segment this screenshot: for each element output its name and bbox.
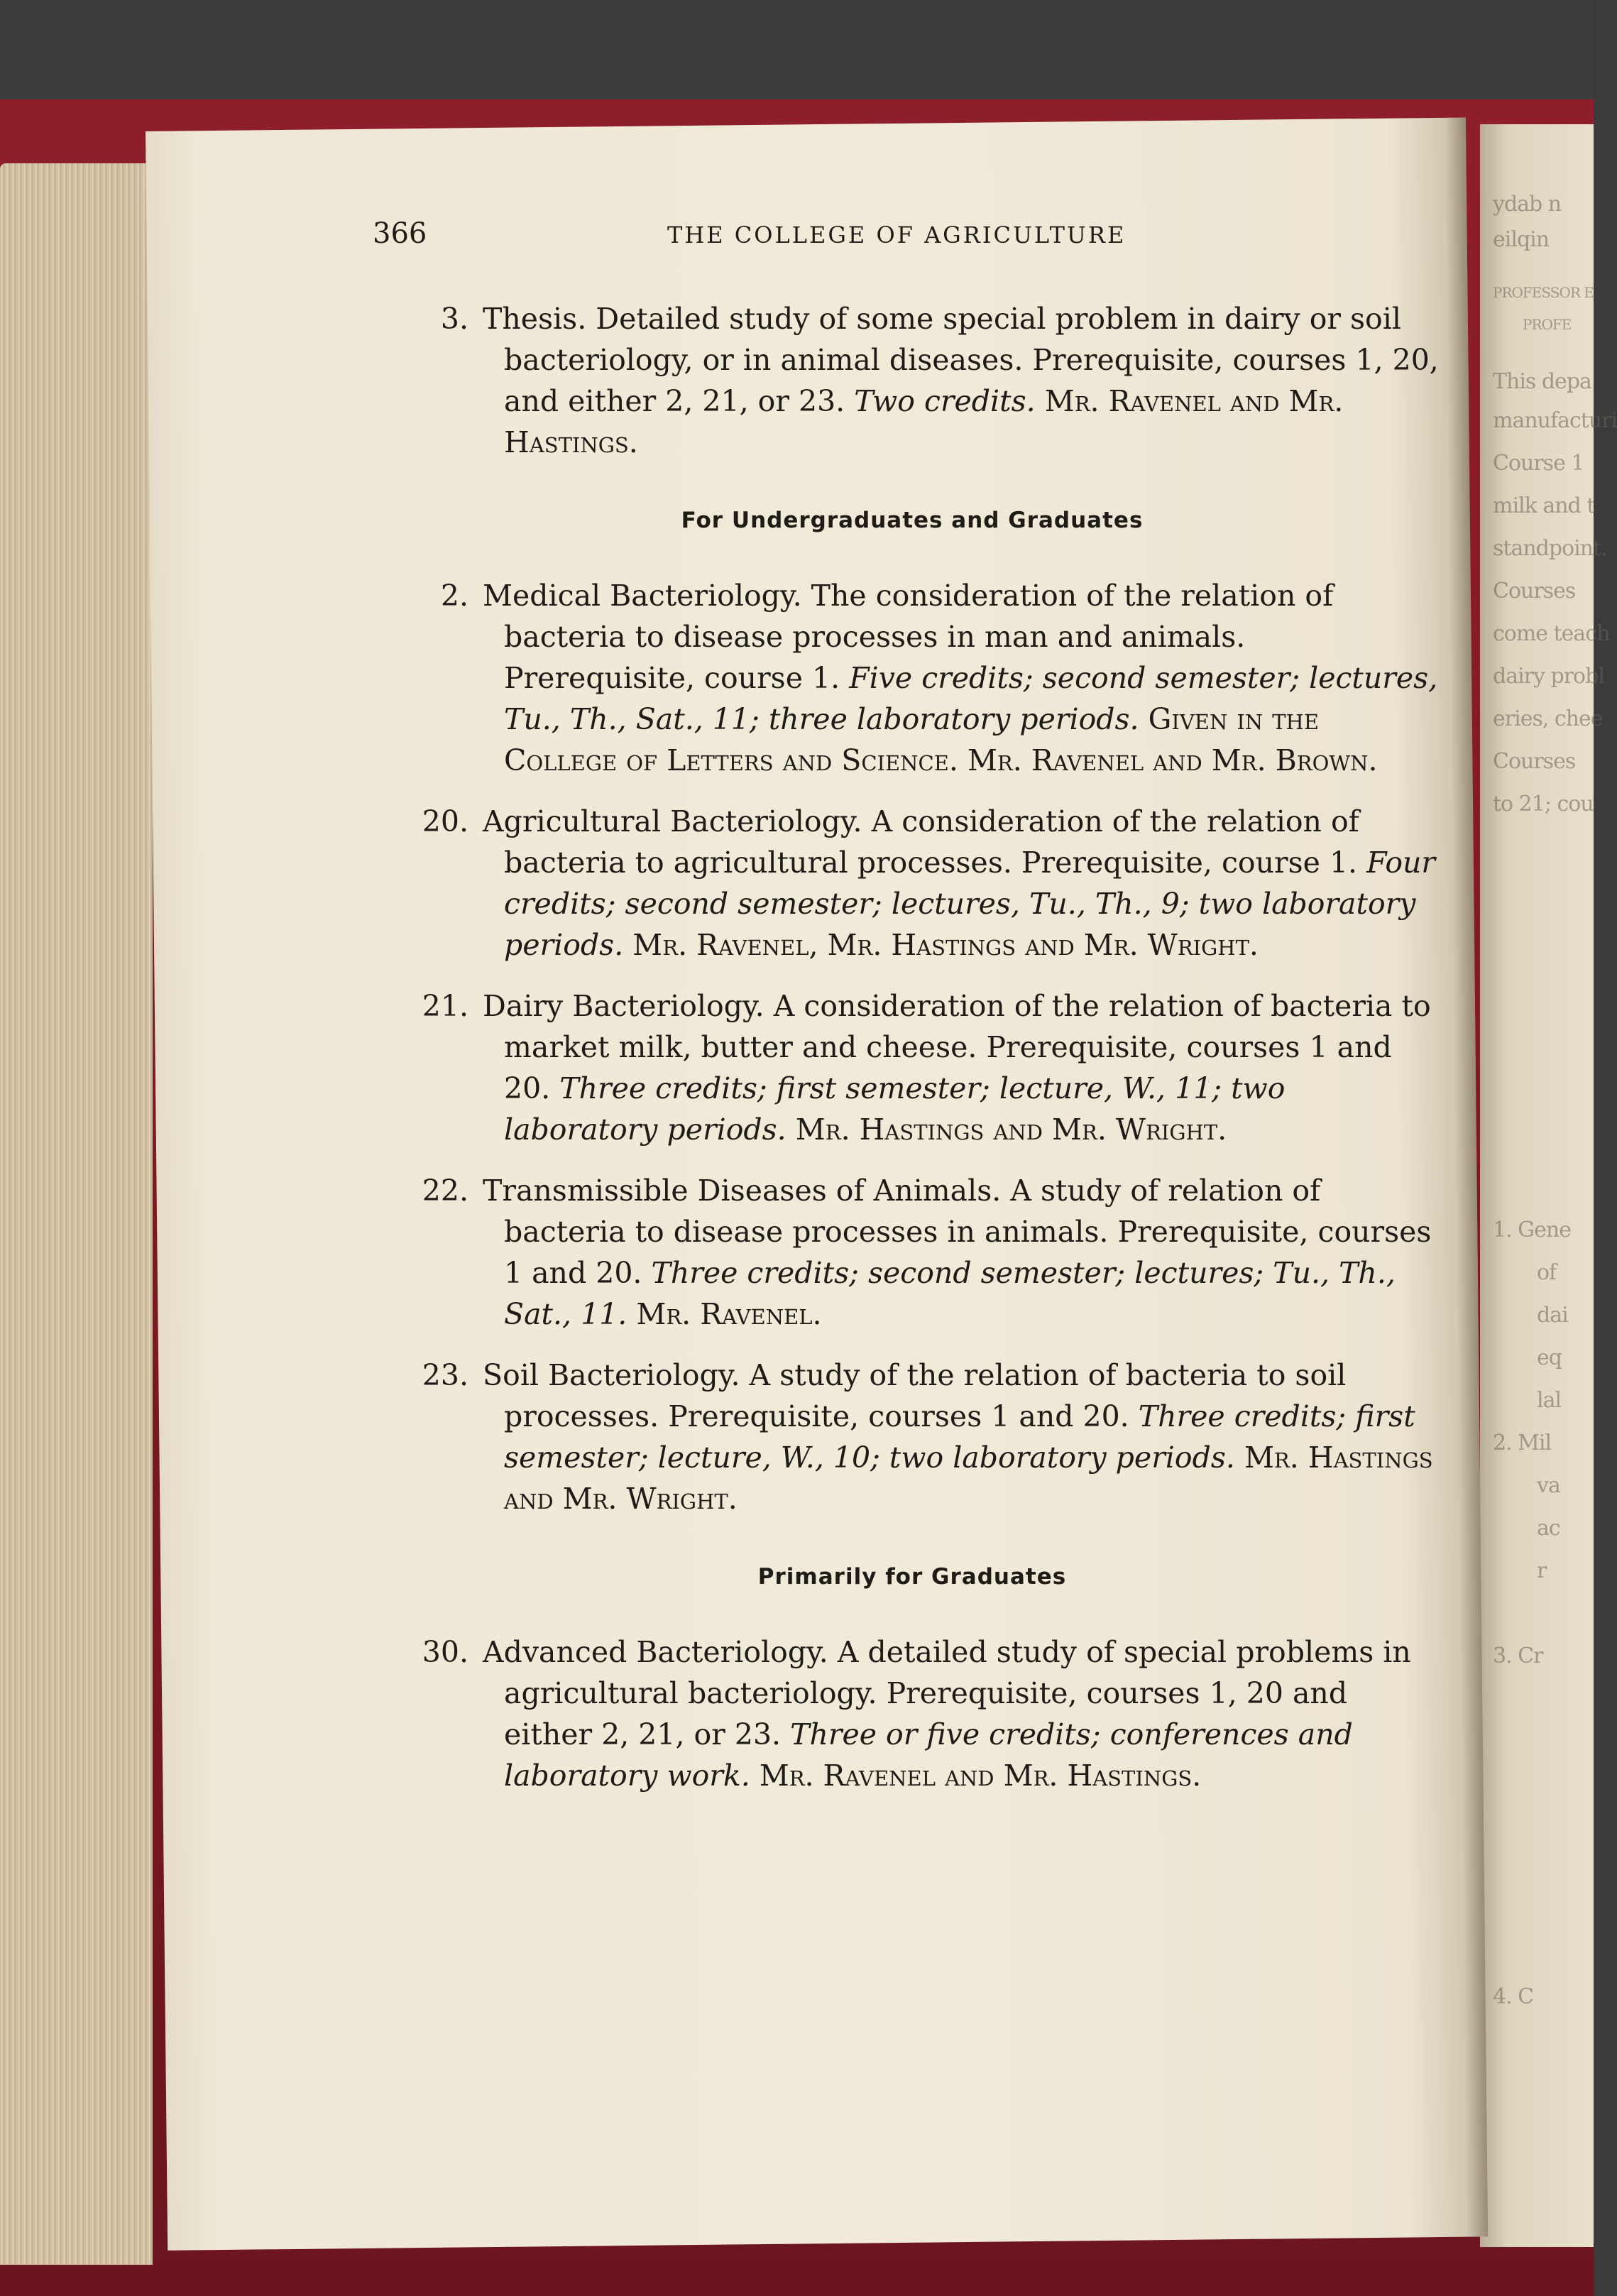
course-instructors: Mr. Ravenel and Mr. Hastings. (504, 384, 1344, 459)
course-text (483, 298, 1441, 463)
facing-page-fragment: ac (1537, 1516, 1560, 1541)
course-title: Soil Bacteriology. (483, 1358, 740, 1392)
course-title: Dairy Bacteriology. (483, 989, 764, 1023)
facing-page-fragment: lal (1537, 1388, 1562, 1413)
course-credits: Three credits; first semester; lecture, W., 11; two laboratory periods. (504, 1071, 1286, 1147)
facing-page-fragment: 4. C (1493, 1984, 1534, 2009)
course-instructors: Mr. Ravenel, Mr. Hastings and Mr. Wright. (632, 928, 1259, 962)
facing-page-fragment: PROFESSOR E (1493, 284, 1594, 301)
course-title: Medical Bacteriology. (483, 579, 802, 613)
facing-page-fragment: milk and t (1493, 493, 1595, 518)
facing-page-fragment: eries, chee (1493, 706, 1603, 731)
facing-page-fragment: of (1537, 1260, 1557, 1285)
course-credits: Five credits; second semester; lectures, Tu., Th., Sat., 11; three laboratory periods. (504, 661, 1438, 736)
facing-page-fragment: 2. Mil (1493, 1431, 1552, 1455)
section-heading: Primarily for Graduates (757, 1564, 1067, 1590)
running-head (241, 213, 1441, 256)
course-description: A study of the relation of bacteria to soil processes. Prerequisite, courses 1 and 20. (504, 1358, 1347, 1433)
facing-page-fragment: Courses (1493, 579, 1576, 603)
course-entry (241, 575, 1441, 781)
facing-page-fragment: eq (1537, 1345, 1562, 1370)
course-instructors: Mr. Hastings and Mr. Wright. (795, 1113, 1227, 1147)
course-number: 30. (422, 1635, 468, 1669)
facing-page-fragment: to 21; cou (1493, 792, 1594, 816)
course-title: Thesis. (483, 302, 587, 336)
course-number: 23. (422, 1358, 468, 1392)
course-text (483, 801, 1441, 966)
facing-page-fragment: ydab n (1493, 192, 1562, 217)
facing-page-fragment: dai (1537, 1303, 1568, 1328)
course-number: 2. (440, 579, 468, 613)
course-entry (241, 1170, 1441, 1335)
facing-page-fragment: manufacturi (1493, 408, 1617, 433)
course-entry (241, 298, 1441, 463)
course-credits: Three credits; first semester; lecture, W., 10; two laboratory periods. (504, 1399, 1415, 1475)
running-title: THE COLLEGE OF AGRICULTURE (667, 222, 1127, 248)
facing-page-fragment: come teach (1493, 621, 1610, 646)
course-credits: Four credits; second semester; lectures, Tu., Th., 9; two laboratory periods. (504, 846, 1436, 962)
facing-page-fragment: Course 1 (1493, 451, 1584, 476)
facing-page-fragment: 3. Cr (1493, 1644, 1543, 1668)
facing-page-fragment: PROFE (1523, 316, 1572, 333)
facing-page-fragment: Courses (1493, 749, 1576, 774)
course-text (483, 575, 1441, 781)
course-instructors: Given in the College of Letters and Science. Mr. Ravenel and Mr. Brown. (504, 702, 1378, 777)
page-content (241, 213, 1441, 1816)
course-title: Agricultural Bacteriology. (483, 804, 862, 838)
facing-page-fragment: standpoint. (1493, 536, 1607, 561)
course-entry (241, 985, 1441, 1150)
page-number: 366 (373, 217, 427, 250)
course-entry (241, 1355, 1441, 1519)
course-credits: Two credits. (854, 384, 1036, 418)
facing-page-fragment: r (1537, 1558, 1547, 1583)
course-text (483, 985, 1441, 1150)
course-instructors: Mr. Hastings and Mr. Wright. (504, 1441, 1433, 1516)
section-heading: For Undergraduates and Graduates (681, 508, 1144, 533)
course-text (483, 1170, 1441, 1335)
course-description: A study of relation of bacteria to disease processes in animals. Prerequisite, courses 1 and 20. (504, 1174, 1432, 1290)
course-instructors: Mr. Ravenel. (636, 1297, 822, 1331)
background (0, 0, 1594, 106)
course-description: A consideration of the relation of bacteria to market milk, butter and cheese. Prerequisite, courses 1 and 20. (504, 989, 1431, 1105)
course-number: 3. (440, 302, 468, 336)
course-description: The consideration of the relation of bacteria to disease processes in man and animals. Prerequisite, course 1. (504, 579, 1334, 695)
course-number: 20. (422, 804, 468, 838)
facing-page-fragment: This depa (1493, 369, 1591, 394)
course-number: 21. (422, 989, 468, 1023)
facing-page (1480, 124, 1617, 2247)
facing-page-fragment: 1. Gene (1493, 1218, 1571, 1242)
course-credits: Three credits; second semester; lectures; Tu., Th., Sat., 11. (504, 1256, 1396, 1331)
facing-page-fragment: dairy probl (1493, 664, 1604, 689)
course-description: A detailed study of special problems in agricultural bacteriology. Prerequisite, courses 1, 20 and either 2, 21, or 23. (504, 1635, 1411, 1751)
facing-page-fragment: va (1537, 1473, 1560, 1498)
course-credits: Three or five credits; conferences and laboratory work. (504, 1717, 1353, 1793)
page-edges (0, 163, 153, 2265)
course-number: 22. (422, 1174, 468, 1208)
facing-page-fragment: eilqin (1493, 227, 1550, 252)
course-entry (241, 1631, 1441, 1796)
course-entry (241, 801, 1441, 966)
course-title: Transmissible Diseases of Animals. (483, 1174, 1002, 1208)
course-instructors: Mr. Ravenel and Mr. Hastings. (759, 1759, 1202, 1793)
course-text (483, 1355, 1441, 1519)
course-description: Detailed study of some special problem in dairy or soil bacteriology, or in animal diseases. Prerequisite, courses 1, 20, and either 2, 21, or 23. (504, 302, 1439, 418)
course-title: Advanced Bacteriology. (483, 1635, 828, 1669)
course-text (483, 1631, 1441, 1796)
course-description: A consideration of the relation of bacteria to agricultural processes. Prerequisite, course 1. (504, 804, 1359, 880)
